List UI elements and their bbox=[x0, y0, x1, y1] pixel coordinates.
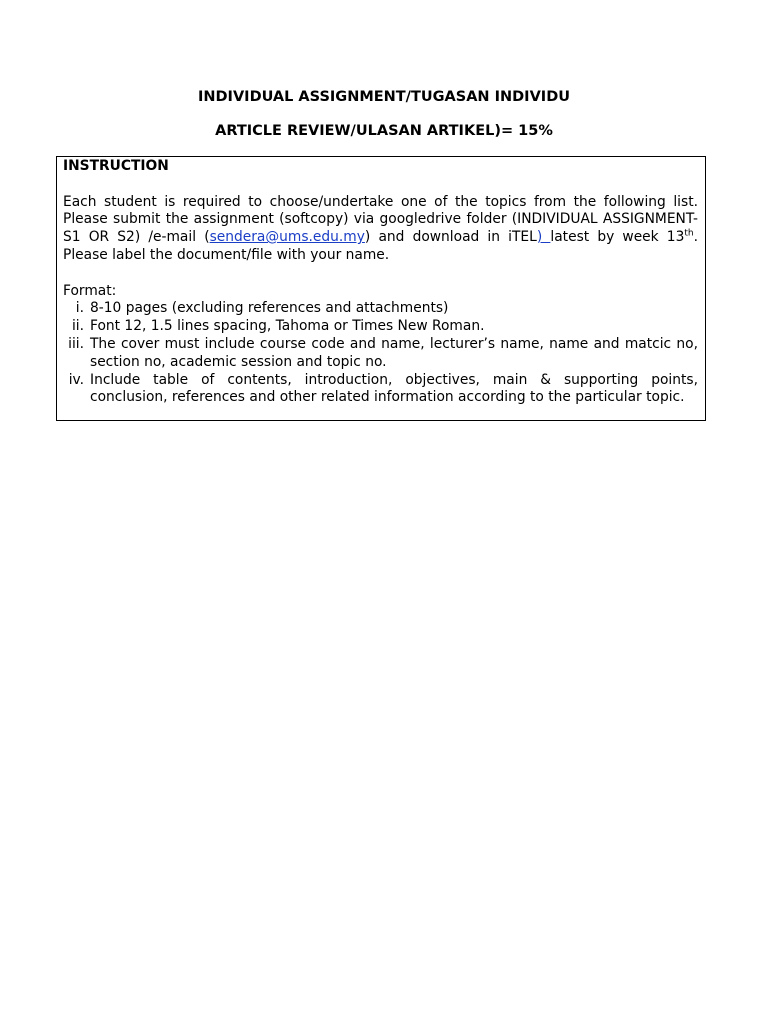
instruction-heading: INSTRUCTION bbox=[63, 158, 169, 174]
week-ordinal-suffix: th bbox=[684, 228, 694, 239]
instruction-paragraph bbox=[63, 194, 698, 265]
format-item-number: i. bbox=[75, 300, 84, 317]
format-item-number: ii. bbox=[71, 318, 84, 335]
format-item-text: Include table of contents, introduction, objectives, main & supporting points, conclusion, references and other related information according to the particular topic. bbox=[90, 371, 698, 406]
format-list bbox=[63, 300, 698, 407]
itel-link[interactable]: ) bbox=[536, 229, 551, 246]
document-title: INDIVIDUAL ASSIGNMENT/TUGASAN INDIVIDU bbox=[197, 89, 571, 105]
document-subtitle: ARTICLE REVIEW/ULASAN ARTIKEL)= 15% bbox=[215, 123, 553, 139]
format-item-text: The cover must include course code and name, lecturer’s name, name and matcic no, section no, academic session and topic no. bbox=[90, 335, 698, 370]
instruction-box bbox=[56, 156, 706, 421]
format-item-number: iv. bbox=[68, 371, 84, 388]
format-item bbox=[63, 336, 698, 372]
instruction-text-2: ) and download in iTEL bbox=[364, 229, 537, 246]
instruction-text-4: . Please label the document/file with your name. bbox=[63, 229, 698, 263]
format-item bbox=[63, 318, 698, 336]
format-item-text: 8-10 pages (excluding references and attachments) bbox=[90, 300, 449, 317]
format-item-number: iii. bbox=[68, 335, 84, 352]
format-item bbox=[63, 372, 698, 408]
format-label: Format: bbox=[63, 282, 117, 299]
instruction-text-1: Each student is required to choose/undertake one of the topics from the following list. Please submit the assignment (softcopy) via googledrive folder (INDIVIDUAL ASSIGNMENT-S1 OR S2) /e-mail ( bbox=[63, 193, 698, 246]
instruction-text-3: latest by week 13 bbox=[550, 229, 685, 246]
format-item bbox=[63, 300, 698, 318]
email-link[interactable]: sendera@ums.edu.my bbox=[209, 229, 365, 246]
format-item-text: Font 12, 1.5 lines spacing, Tahoma or Times New Roman. bbox=[90, 318, 485, 335]
